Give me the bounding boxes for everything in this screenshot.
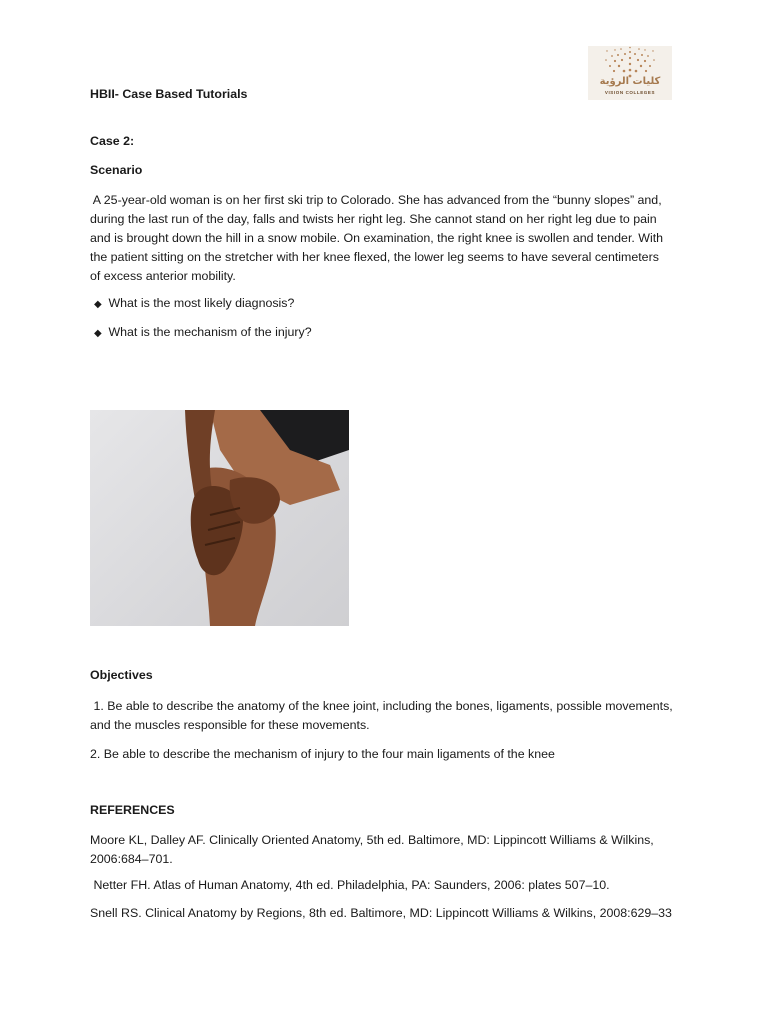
document-title: HBII- Case Based Tutorials <box>90 87 248 101</box>
objective-item <box>90 745 682 764</box>
reference-line: Netter FH. Atlas of Human Anatomy, 4th ed. Philadelphia, PA: Saunders, 2006: plates 507–10. <box>90 878 610 892</box>
scenario-line: the patient sitting on the stretcher with her knee flexed, the lower leg seems to have several centimeters <box>90 250 659 264</box>
reference-line: 2006:684–701. <box>90 852 173 866</box>
sunburst-dots-icon <box>588 46 672 78</box>
scenario-heading: Scenario <box>90 163 143 177</box>
scenario-line: of excess anterior mobility. <box>90 269 236 283</box>
reference-item <box>90 904 690 923</box>
objective-item <box>90 697 682 735</box>
question-text: What is the mechanism of the injury? <box>108 325 312 339</box>
logo-arabic-text: كليات الرؤية <box>599 76 661 87</box>
reference-item <box>90 831 682 869</box>
references-heading: REFERENCES <box>90 803 175 817</box>
reference-item <box>90 876 682 895</box>
reference-line: Snell RS. Clinical Anatomy by Regions, 8th ed. Baltimore, MD: Lippincott Williams & Wilkins, 2008:629–33 <box>90 906 672 920</box>
scenario-line: and is brought down the hill in a snow mobile. On examination, the right knee is swollen and tender. With <box>90 231 664 245</box>
scenario-line: during the last run of the day, falls and twists her right leg. She cannot stand on her right leg due to pain <box>90 212 657 226</box>
case-heading: Case 2: <box>90 134 135 148</box>
objectives-heading: Objectives <box>90 668 153 682</box>
knee-pain-photo <box>90 410 349 626</box>
objective-line: and the muscles responsible for these movements. <box>90 718 370 732</box>
scenario-line: A 25-year-old woman is on her first ski trip to Colorado. She has advanced from the “bunny slopes” and, <box>90 193 662 207</box>
vision-colleges-logo <box>588 46 672 100</box>
objective-line: 1. Be able to describe the anatomy of the knee joint, including the bones, ligaments, possible movements, <box>90 699 673 713</box>
question-item <box>94 296 294 310</box>
reference-line: Moore KL, Dalley AF. Clinically Oriented Anatomy, 5th ed. Baltimore, MD: Lippincott Williams & Wilkins, <box>90 833 654 847</box>
question-item <box>94 325 312 339</box>
diamond-bullet-icon: ◆ <box>94 328 102 339</box>
objective-line: 2. Be able to describe the mechanism of injury to the four main ligaments of the knee <box>90 747 555 761</box>
scenario-paragraph <box>90 191 682 286</box>
logo-english-text: VISION COLLEGES <box>604 90 656 95</box>
question-text: What is the most likely diagnosis? <box>108 296 295 310</box>
diamond-bullet-icon: ◆ <box>94 299 102 310</box>
